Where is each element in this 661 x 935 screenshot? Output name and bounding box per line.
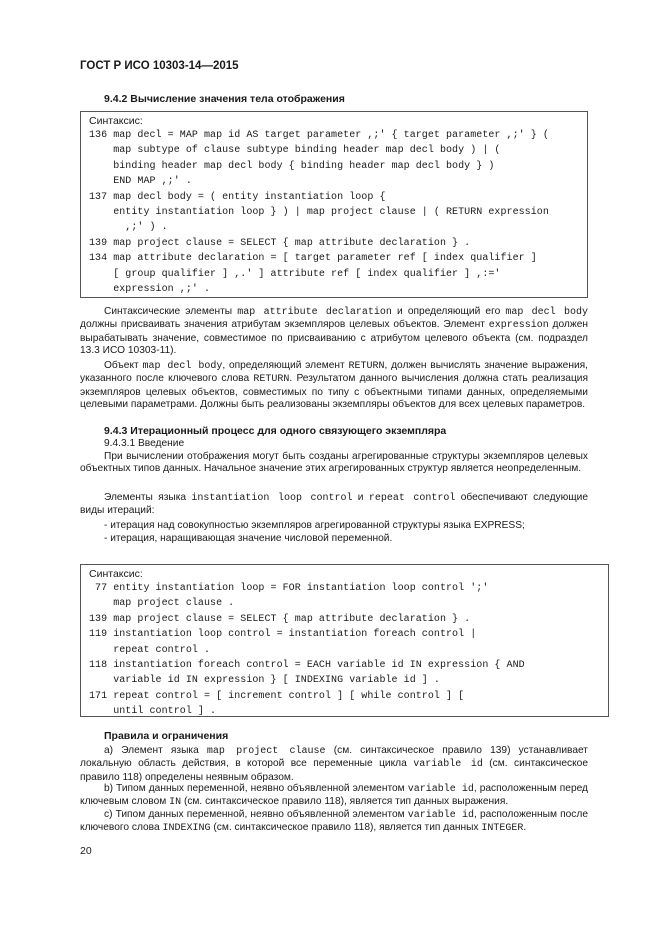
rule-b: b) Типом данных переменной, неявно объявленной элементом variable id, расположенным перед ключевым словом IN (см. синтаксическое правило 118), является тип данных выражения. bbox=[80, 783, 588, 809]
paragraph-map-decl-body: Объект map decl body, определяющий элемент RETURN, должен вычислять значение выражения, указанного после ключевого слова RETURN. Результатом данного вычисления должна стать реализация экземпляров целевых объектов, совместимых по типу с объектными типами данных, определяемыми целевыми параметрами. Должны быть реализованы экземпляры объектов для всех целевых параметров. bbox=[80, 360, 588, 411]
syntax-line: until control ] . bbox=[89, 706, 217, 718]
page-number: 20 bbox=[80, 845, 92, 857]
syntax-line: variable id IN expression } [ INDEXING variable id ] . bbox=[89, 675, 440, 687]
syntax-line: expression ,;' . bbox=[89, 284, 211, 296]
syntax-line: ,;' ) . bbox=[89, 222, 168, 234]
document-header: ГОСТ Р ИСО 10303-14—2015 bbox=[80, 60, 239, 72]
rules-heading: Правила и ограничения bbox=[104, 730, 229, 742]
paragraph-aggregates: При вычислении отображения могут быть созданы агрегированные структуры экземпляров целевых объектных типов данных. Начальное значение этих агрегированных структур является неопределенным. bbox=[80, 451, 588, 475]
subsection-heading-9-4-3-1: 9.4.3.1 Введение bbox=[104, 438, 185, 449]
syntax-line: repeat control . bbox=[89, 644, 211, 656]
syntax-line: END MAP ,;' . bbox=[89, 176, 192, 188]
syntax-line: entity instantiation loop } ) | map project clause | ( RETURN expression bbox=[89, 207, 549, 219]
rule-c: с) Типом данных переменной, неявно объявленной элементом variable id, расположенным после ключевого слова INDEXING (см. синтаксическое правило 118), является тип данных INTEGER. bbox=[80, 809, 588, 835]
syntax-line: 137 map decl body = ( entity instantiation loop { bbox=[89, 191, 386, 203]
syntax-line: 118 instantiation foreach control = EACH variable id IN expression { AND bbox=[89, 660, 525, 672]
bullet-item: - итерация над совокупностью экземпляров агрегированной структуры языка EXPRESS; bbox=[104, 520, 525, 531]
syntax-box-1 bbox=[80, 111, 588, 298]
paragraph-syntax-elements: Синтаксические элементы map attribute declaration и определяющий его map decl body должны присваивать значения атрибутам экземпляров целевых объектов. Элемент expression должен вырабатывать значение, совместимое по присваиванию с атрибутом целевого объекта (см. подраздел 13.3 ИСО 10303-11). bbox=[80, 306, 588, 357]
paragraph-iteration-elements: Элементы языка instantiation loop control и repeat control обеспечивают следующие виды итераций: bbox=[80, 492, 588, 517]
syntax-label: Синтаксис: bbox=[89, 115, 143, 127]
syntax-line: 139 map project clause = SELECT { map attribute declaration } . bbox=[89, 613, 471, 625]
syntax-line: binding header map decl body { binding header map decl body } ) bbox=[89, 160, 495, 172]
rule-a: а) Элемент языка map project clause (см. синтаксическое правило 139) устанавливает локальную область действия, в которой все переменные цикла variable id (см. синтаксическое правило 118) определены неявным образом. bbox=[80, 745, 588, 783]
syntax-box-2 bbox=[80, 564, 609, 717]
syntax-line: 171 repeat control = [ increment control ] [ while control ] [ bbox=[89, 690, 465, 702]
syntax-line: 134 map attribute declaration = [ target parameter ref [ index qualifier ] bbox=[89, 253, 537, 265]
syntax-line: map subtype of clause subtype binding header map decl body ) | ( bbox=[89, 145, 501, 157]
syntax-label: Синтаксис: bbox=[89, 568, 143, 580]
syntax-line: map project clause . bbox=[89, 598, 235, 610]
syntax-line: 119 instantiation loop control = instantiation foreach control | bbox=[89, 629, 477, 641]
syntax-line: 136 map decl = MAP map id AS target parameter ,;' { target parameter ,;' } ( bbox=[89, 130, 549, 141]
syntax-line: 139 map project clause = SELECT { map attribute declaration } . bbox=[89, 237, 471, 249]
section-heading-9-4-3: 9.4.3 Итерационный процесс для одного связующего экземпляра bbox=[104, 425, 447, 437]
syntax-line: [ group qualifier ] ,.' ] attribute ref [ index qualifier ] ,:=' bbox=[89, 268, 501, 280]
bullet-item: - итерация, наращивающая значение числовой переменной. bbox=[104, 533, 393, 544]
syntax-line: 77 entity instantiation loop = FOR instantiation loop control ';' bbox=[89, 583, 489, 594]
section-heading-9-4-2: 9.4.2 Вычисление значения тела отображения bbox=[104, 93, 345, 105]
